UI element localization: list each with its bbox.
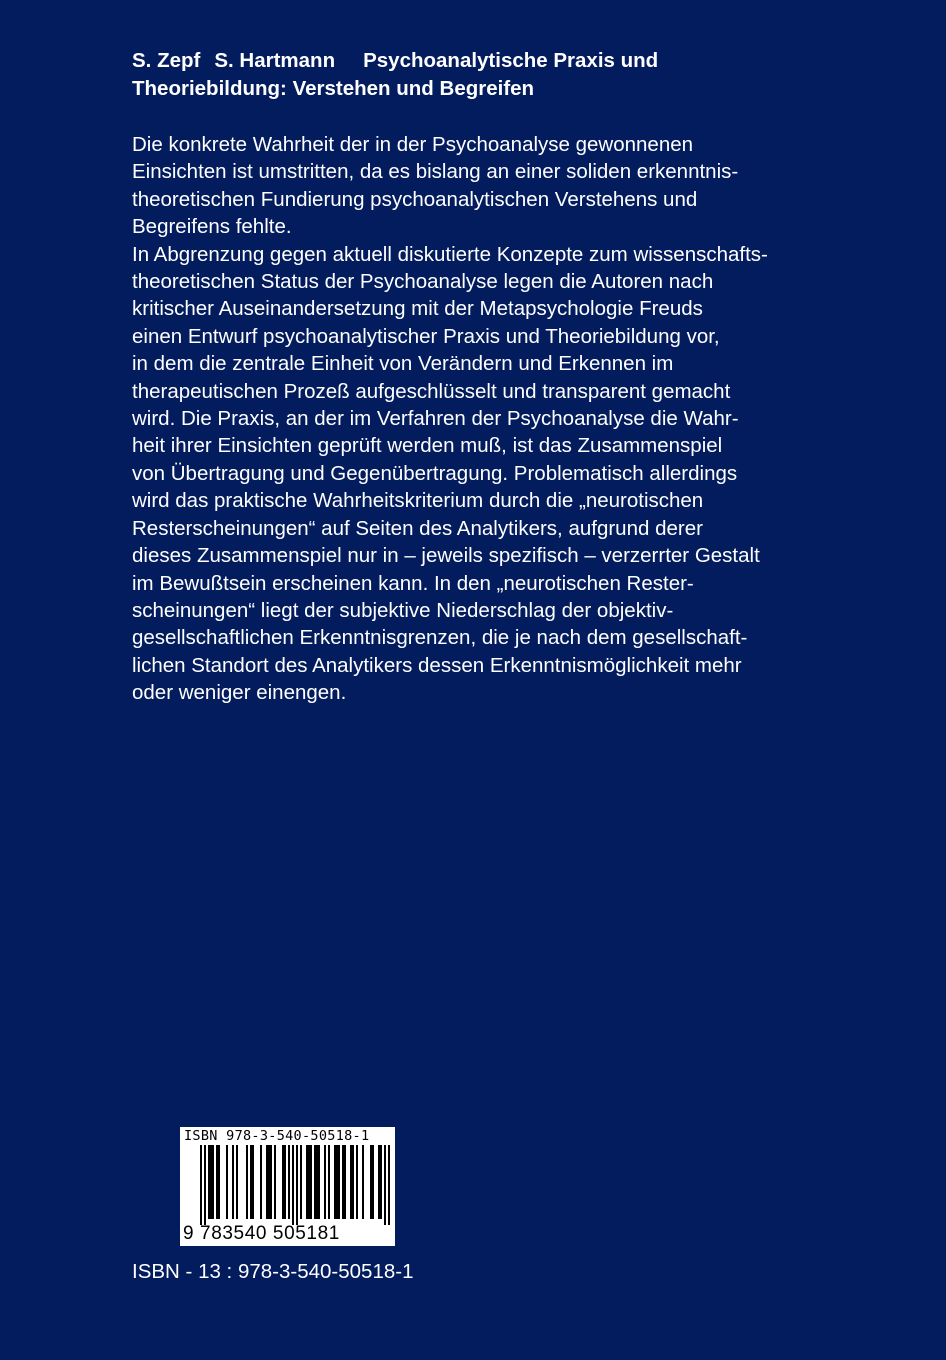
barcode-bar xyxy=(250,1145,252,1219)
blurb-line: einen Entwurf psychoanalytischer Praxis und Theoriebildung vor, xyxy=(132,324,720,348)
barcode-bar xyxy=(270,1145,272,1219)
barcode-bar xyxy=(336,1145,338,1219)
barcode-bar xyxy=(296,1145,298,1225)
barcode-bar xyxy=(288,1145,290,1219)
barcode-bar xyxy=(292,1145,294,1225)
book-header xyxy=(132,47,832,103)
barcode-bar xyxy=(246,1145,248,1219)
isbn-13-line: ISBN - 13 : 978-3-540-50518-1 xyxy=(132,1260,414,1283)
barcode-bar xyxy=(268,1145,270,1219)
barcode-digits: 9 783540 505181 xyxy=(183,1223,340,1244)
barcode-bar xyxy=(218,1145,220,1219)
barcode-bar xyxy=(282,1145,284,1219)
barcode-bar xyxy=(232,1145,234,1219)
blurb-line: theoretischen Status der Psychoanalyse legen die Autoren nach xyxy=(132,270,714,294)
barcode-bars-icon xyxy=(180,1145,395,1225)
barcode-bar xyxy=(212,1145,214,1219)
blurb-line: heit ihrer Einsichten geprüft werden muß, ist das Zusammenspiel xyxy=(132,434,723,458)
barcode-bar xyxy=(308,1145,310,1219)
barcode-bar xyxy=(300,1145,302,1219)
blurb-line: Die konkrete Wahrheit der in der Psychoanalyse gewonnenen xyxy=(132,133,694,156)
barcode-bar xyxy=(334,1145,336,1219)
blurb-line: Begreifens fehlte. xyxy=(132,215,292,239)
barcode-bar xyxy=(266,1145,268,1219)
blurb-line: kritischer Auseinandersetzung mit der Metapsychologie Freuds xyxy=(132,297,703,321)
barcode-bar xyxy=(260,1145,262,1219)
barcode-bar xyxy=(356,1145,358,1219)
blurb-line: therapeutischen Prozeß aufgeschlüsselt und transparent gemacht xyxy=(132,379,731,403)
book-title-line-1: Psychoanalytische Praxis und xyxy=(363,49,659,72)
blurb-line: Einsichten ist umstritten, da es bislang an einer soliden erkenntnis- xyxy=(132,160,739,184)
blurb-line: wird das praktische Wahrheitskriterium durch die „neurotischen xyxy=(132,489,704,513)
isbn-barcode xyxy=(180,1127,395,1246)
barcode-bar xyxy=(306,1145,308,1219)
barcode-bar xyxy=(350,1145,352,1219)
barcode-bar xyxy=(284,1145,286,1219)
blurb-line: von Übertragung und Gegenübertragung. Problematisch allerdings xyxy=(132,461,738,485)
blurb-line: oder weniger einengen. xyxy=(132,681,347,705)
barcode-bar xyxy=(310,1145,312,1219)
barcode-bar xyxy=(344,1145,346,1219)
barcode-bar xyxy=(352,1145,354,1219)
author-1: S. Zepf xyxy=(132,49,201,72)
barcode-bar xyxy=(208,1145,210,1219)
barcode-bar xyxy=(384,1145,386,1225)
barcode-bar xyxy=(252,1145,254,1219)
barcode-bar xyxy=(328,1145,330,1219)
barcode-bar xyxy=(200,1145,202,1225)
barcode-bar xyxy=(226,1145,228,1219)
barcode-bar xyxy=(338,1145,340,1219)
blurb-line: dieses Zusammenspiel nur in – jeweils spezifisch – verzerrter Gestalt xyxy=(132,544,760,568)
barcode-bar xyxy=(236,1145,238,1219)
blurb-line: theoretischen Fundierung psychoanalytischen Verstehens und xyxy=(132,187,698,211)
blurb-text xyxy=(132,131,832,707)
barcode-bar xyxy=(314,1145,316,1219)
barcode-bar xyxy=(324,1145,326,1219)
blurb-line: lichen Standort des Analytikers dessen Erkenntnismöglichkeit mehr xyxy=(132,653,742,677)
blurb-line: in dem die zentrale Einheit von Verändern und Erkennen im xyxy=(132,352,674,376)
header-line-1 xyxy=(132,47,832,75)
barcode-bar xyxy=(380,1145,382,1219)
barcode-bar xyxy=(274,1145,276,1219)
barcode-bar xyxy=(372,1145,374,1219)
barcode-bar xyxy=(378,1145,380,1219)
barcode-bar xyxy=(362,1145,364,1219)
barcode-bar xyxy=(210,1145,212,1219)
blurb-line: im Bewußtsein erscheinen kann. In den „neurotischen Rester- xyxy=(132,571,694,595)
barcode-bar xyxy=(342,1145,344,1219)
barcode-bar xyxy=(216,1145,218,1219)
blurb-line: Resterscheinungen“ auf Seiten des Analytikers, aufgrund derer xyxy=(132,516,703,540)
author-2: S. Hartmann xyxy=(214,49,336,72)
barcode-bar xyxy=(370,1145,372,1219)
book-title-line-2: Theoriebildung: Verstehen und Begreifen xyxy=(132,77,535,100)
blurb-line: scheinungen“ liegt der subjektive Niederschlag der objektiv- xyxy=(132,598,674,622)
barcode-isbn-text: ISBN 978-3-540-50518-1 xyxy=(184,1128,370,1144)
barcode-bar xyxy=(318,1145,320,1219)
barcode-bar xyxy=(204,1145,206,1225)
blurb-line: gesellschaftlichen Erkenntnisgrenzen, die je nach dem gesellschaft- xyxy=(132,626,748,650)
barcode-bar xyxy=(316,1145,318,1219)
barcode-bar xyxy=(388,1145,390,1225)
blurb-line: In Abgrenzung gegen aktuell diskutierte Konzepte zum wissenschafts- xyxy=(132,242,768,266)
blurb-line: wird. Die Praxis, an der im Verfahren der Psychoanalyse die Wahr- xyxy=(132,407,739,431)
